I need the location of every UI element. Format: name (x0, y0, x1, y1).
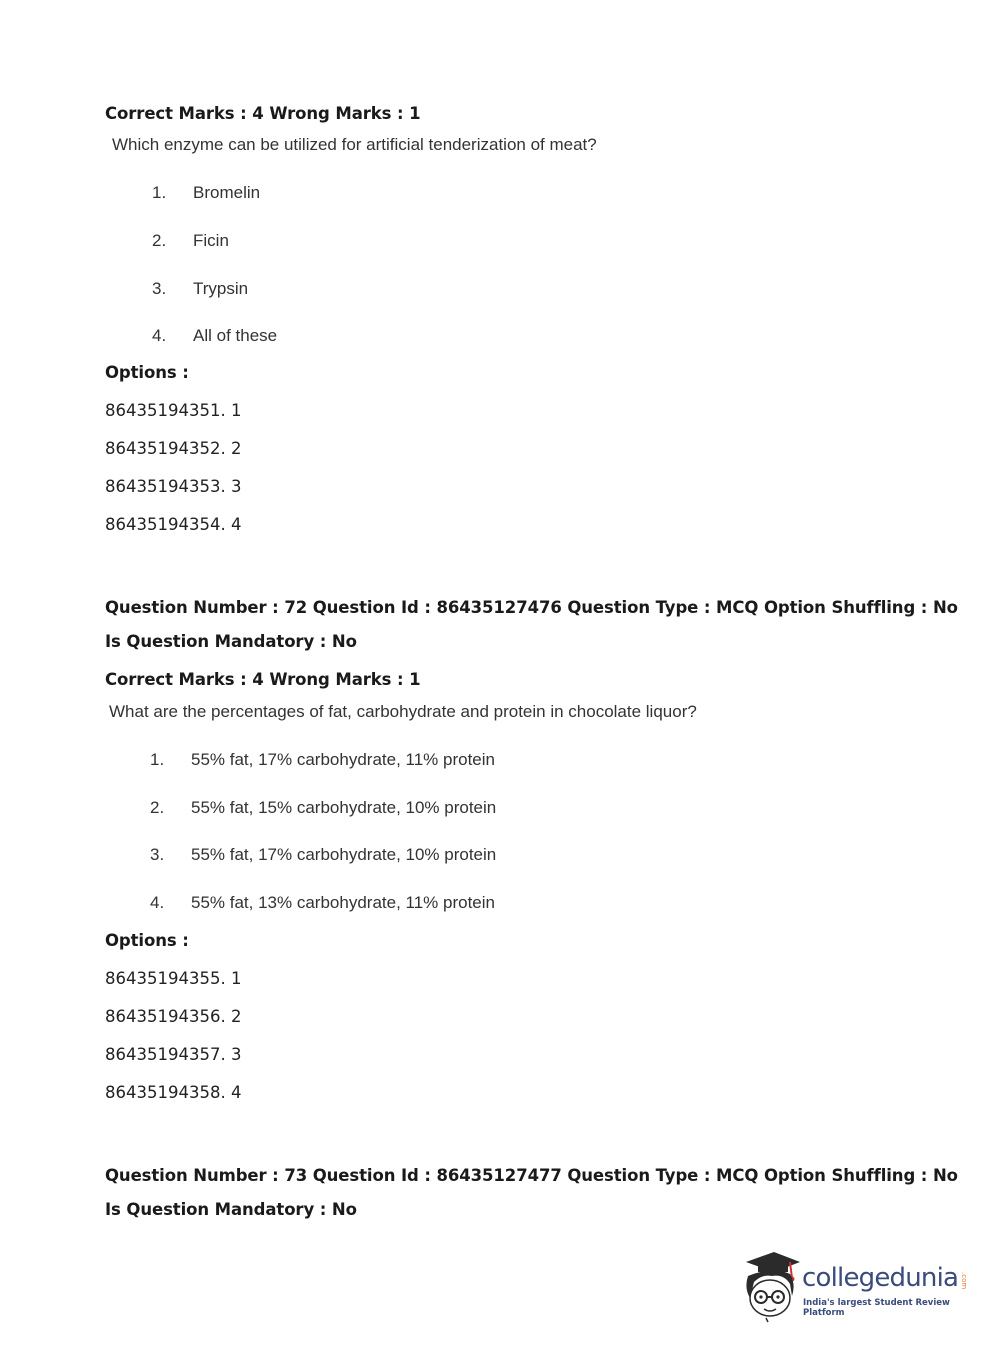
mandatory-line: Is Question Mandatory : No (105, 632, 357, 651)
option-id: 86435194358. 4 (105, 1083, 242, 1102)
choice-number: 1. (152, 183, 167, 202)
marks-line: Correct Marks : 4 Wrong Marks : 1 (105, 670, 421, 689)
option-id: 86435194357. 3 (105, 1045, 242, 1064)
option-id: 86435194356. 2 (105, 1007, 242, 1026)
marks-line: Correct Marks : 4 Wrong Marks : 1 (105, 104, 421, 123)
choice-number: 3. (150, 845, 165, 864)
choice-text: Trypsin (193, 279, 249, 298)
question-header: Question Number : 72 Question Id : 86435127476 Question Type : MCQ Option Shuffling : No (105, 598, 958, 617)
logo-tagline: India's largest Student Review Platform (803, 1298, 950, 1318)
choice-number: 3. (152, 279, 167, 298)
logo-suffix: .com (960, 1272, 968, 1290)
choice-text: 55% fat, 13% carbohydrate, 11% protein (191, 893, 495, 912)
mascot-icon (740, 1248, 802, 1323)
choice-number: 2. (152, 231, 167, 250)
question-text: What are the percentages of fat, carbohydrate and protein in chocolate liquor? (109, 702, 697, 721)
option-id: 86435194353. 3 (105, 477, 242, 496)
choice-number: 1. (150, 750, 165, 769)
logo-brand: collegedunia (802, 1263, 959, 1293)
question-text: Which enzyme can be utilized for artificial tenderization of meat? (112, 135, 597, 154)
choice-text: 55% fat, 17% carbohydrate, 10% protein (191, 845, 497, 864)
options-label: Options : (105, 931, 189, 950)
choice-text: Ficin (193, 231, 229, 250)
option-id: 86435194355. 1 (105, 969, 242, 988)
collegedunia-logo (740, 1248, 970, 1323)
mandatory-line: Is Question Mandatory : No (105, 1200, 357, 1219)
choice-text: 55% fat, 15% carbohydrate, 10% protein (191, 798, 497, 817)
choice-number: 2. (150, 798, 165, 817)
choice-number: 4. (150, 893, 165, 912)
option-id: 86435194351. 1 (105, 401, 242, 420)
choice-text: 55% fat, 17% carbohydrate, 11% protein (191, 750, 495, 769)
question-header: Question Number : 73 Question Id : 86435127477 Question Type : MCQ Option Shuffling : No (105, 1166, 958, 1185)
choice-text: Bromelin (193, 183, 261, 202)
options-label: Options : (105, 363, 189, 382)
choice-number: 4. (152, 326, 167, 345)
option-id: 86435194354. 4 (105, 515, 242, 534)
option-id: 86435194352. 2 (105, 439, 242, 458)
choice-text: All of these (193, 326, 278, 345)
